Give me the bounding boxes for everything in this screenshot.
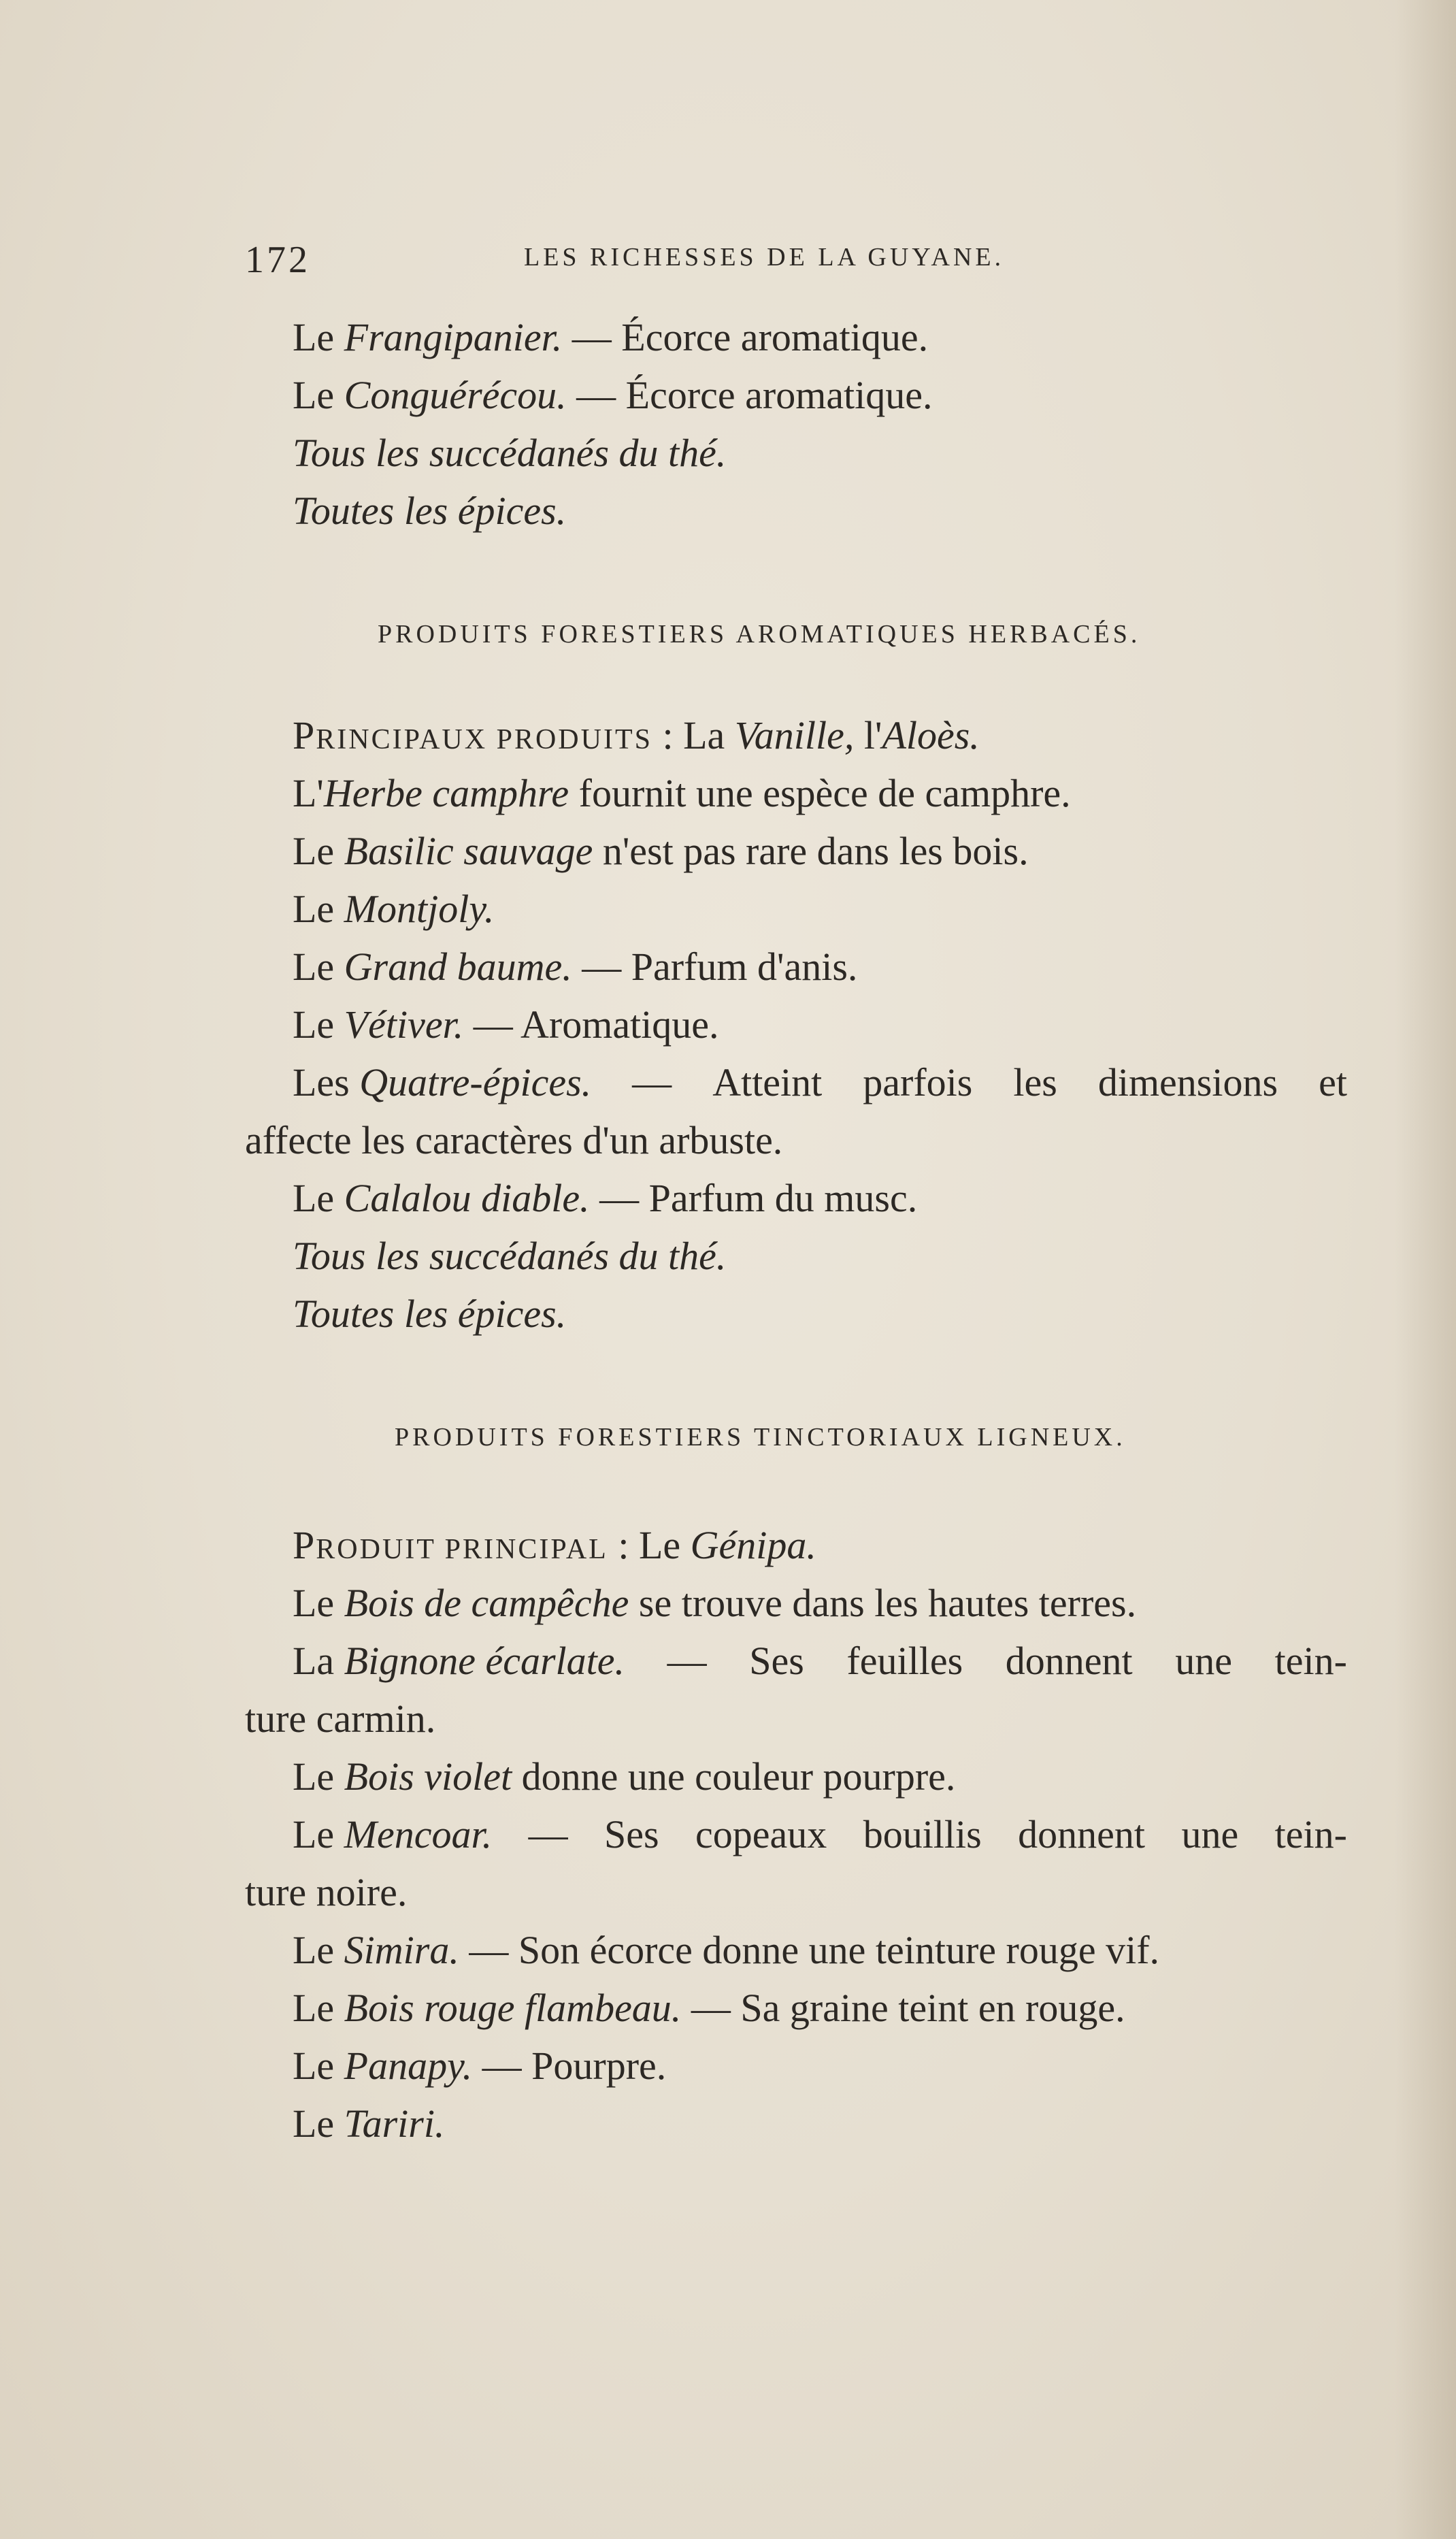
text-line: Le Vétiver. — Aromatique. [293, 1002, 719, 1047]
text-line: Tous les succédanés du thé. [293, 1234, 727, 1278]
text-line: Le Mencoar. — Ses copeaux bouillis donnent une tein- [293, 1812, 1347, 1856]
text-line: affecte les caractères d'un arbuste. [245, 1118, 783, 1162]
page-number: 172 [245, 239, 310, 281]
text-line: Le Bois violet donne une couleur pourpre. [293, 1754, 956, 1799]
section-heading: PRODUITS FORESTIERS TINCTORIAUX LIGNEUX. [395, 1423, 1126, 1452]
text-line: Le Grand baume. — Parfum d'anis. [293, 945, 858, 989]
text-line: Le Conguérécou. — Écorce aromatique. [293, 373, 933, 417]
text-line: La Bignone écarlate. — Ses feuilles donnent une tein- [293, 1639, 1347, 1683]
text-line: Toutes les épices. [293, 489, 567, 533]
text-line: Le Bois rouge flambeau. — Sa graine teint en rouge. [293, 1986, 1125, 2030]
text-line: Le Simira. — Son écorce donne une teinture rouge vif. [293, 1928, 1160, 1972]
text-line: Le Bois de campêche se trouve dans les hautes terres. [293, 1581, 1137, 1625]
text-line: Tous les succédanés du thé. [293, 431, 727, 475]
text-line: ture noire. [245, 1870, 408, 1914]
text-line: Le Panapy. — Pourpre. [293, 2044, 667, 2088]
running-title: LES RICHESSES DE LA GUYANE. [524, 243, 1005, 272]
text-line: PRODUIT PRINCIPAL : Le Génipa. [293, 1523, 816, 1567]
text-line: Le Montjoly. [293, 887, 495, 931]
text-line: ture carmin. [245, 1697, 436, 1741]
text-line: Le Calalou diable. — Parfum du musc. [293, 1176, 918, 1220]
text-line: PRINCIPAUX PRODUITS : La Vanille, l'Aloès. [293, 713, 980, 757]
text-line: Le Basilic sauvage n'est pas rare dans les bois. [293, 829, 1029, 873]
text-line: L'Herbe camphre fournit une espèce de camphre. [293, 771, 1071, 815]
text-line: Le Tariri. [293, 2101, 445, 2146]
text-line: Le Frangipanier. — Écorce aromatique. [293, 315, 929, 359]
section-heading: PRODUITS FORESTIERS AROMATIQUES HERBACÉS. [378, 620, 1141, 649]
page-header [245, 238, 1075, 279]
text-line: Toutes les épices. [293, 1292, 567, 1336]
text-line: Les Quatre-épices. — Atteint parfois les dimensions et [293, 1060, 1347, 1104]
